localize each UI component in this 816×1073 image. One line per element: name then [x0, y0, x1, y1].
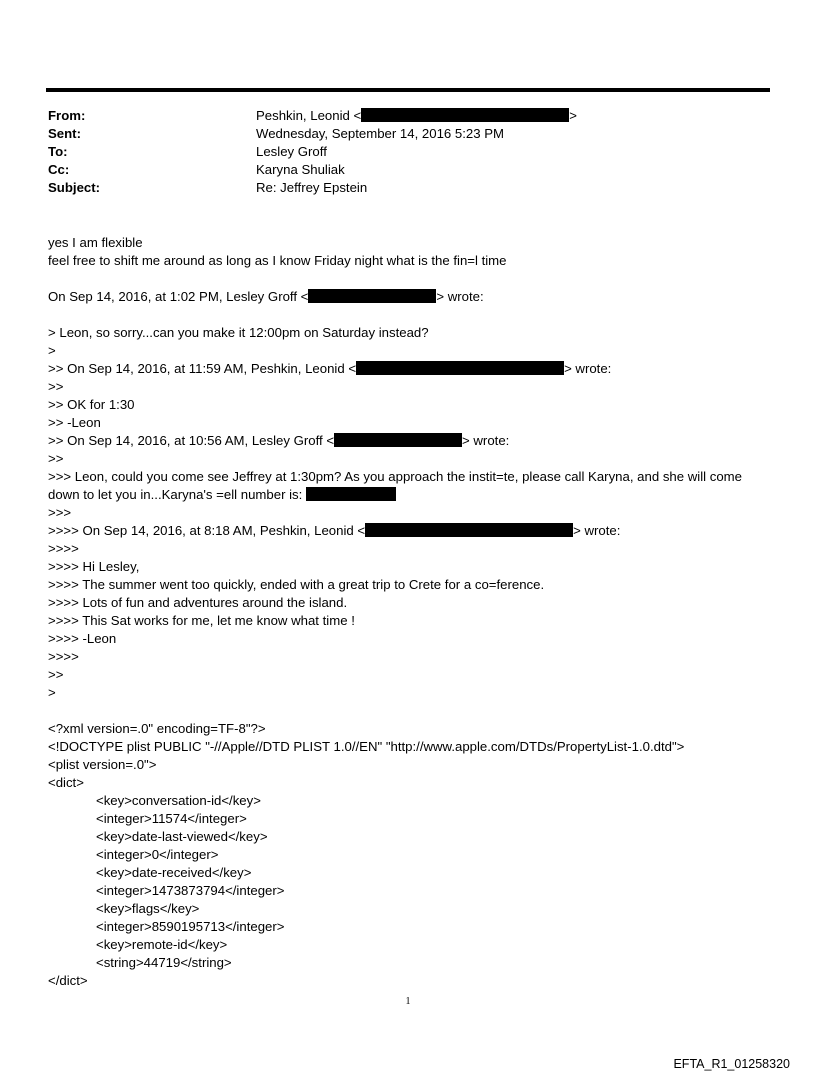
- body-line: > Leon, so sorry...can you make it 12:00pm on Saturday instead?: [48, 325, 429, 340]
- body-line: >>: [48, 451, 64, 466]
- sent-label: Sent:: [48, 126, 81, 141]
- cc-value: Karyna Shuliak: [256, 162, 345, 177]
- header-rule: [46, 88, 770, 92]
- quote-header-tail: > wrote:: [462, 433, 510, 448]
- plist-line: <integer>1473873794</integer>: [96, 883, 285, 898]
- from-label: From:: [48, 108, 86, 123]
- sent-value: Wednesday, September 14, 2016 5:23 PM: [256, 126, 505, 141]
- body-line: >>>>: [48, 649, 79, 664]
- quote-header-line: [48, 432, 768, 450]
- plist-line: <plist version=.0">: [48, 757, 157, 772]
- plist-line: <key>flags</key>: [96, 901, 200, 916]
- body-line: >>: [48, 379, 64, 394]
- redaction-box: [365, 523, 573, 537]
- to-row: [48, 143, 768, 161]
- body-line: feel free to shift me around as long as I know Friday night what is the fin=l time: [48, 253, 507, 268]
- plist-line: <key>date-last-viewed</key>: [96, 829, 268, 844]
- redaction-box: [308, 289, 436, 303]
- from-close: >: [569, 108, 577, 123]
- subject-label: Subject:: [48, 180, 101, 195]
- plist-line: <string>44719</string>: [96, 955, 232, 970]
- quote-header-text: On Sep 14, 2016, at 1:02 PM, Lesley Groff <: [48, 289, 309, 304]
- plist-line: <key>conversation-id</key>: [96, 793, 261, 808]
- cc-row: [48, 161, 768, 179]
- cc-label: Cc:: [48, 162, 70, 177]
- body-line: >>: [48, 667, 64, 682]
- quote-header-text: >> On Sep 14, 2016, at 11:59 AM, Peshkin, Leonid <: [48, 361, 357, 376]
- body-line: >>>> This Sat works for me, let me know what time !: [48, 613, 355, 628]
- body-paragraph: [48, 468, 768, 504]
- plist-line: </dict>: [48, 973, 88, 988]
- quote-header-line: [48, 360, 768, 378]
- body-line: >: [48, 343, 56, 358]
- sent-row: [48, 125, 768, 143]
- quote-header-tail: > wrote:: [436, 289, 484, 304]
- to-value: Lesley Groff: [256, 144, 327, 159]
- email-body: [48, 234, 768, 990]
- body-line: >> OK for 1:30: [48, 397, 135, 412]
- plist-line: <integer>8590195713</integer>: [96, 919, 285, 934]
- plist-line: <key>remote-id</key>: [96, 937, 228, 952]
- plist-line: <key>date-received</key>: [96, 865, 252, 880]
- redaction-box: [361, 108, 569, 122]
- plist-line: <?xml version=.0" encoding=TF-8"?>: [48, 721, 266, 736]
- from-name: Peshkin, Leonid <: [256, 108, 362, 123]
- body-line: >>>> The summer went too quickly, ended with a great trip to Crete for a co=ference.: [48, 577, 545, 592]
- quote-header-text: >> On Sep 14, 2016, at 10:56 AM, Lesley Groff <: [48, 433, 335, 448]
- body-line: >>>> -Leon: [48, 631, 117, 646]
- document-id: EFTA_R1_01258320: [673, 1057, 790, 1071]
- body-line: >>>>: [48, 541, 79, 556]
- redaction-box: [306, 487, 396, 501]
- quote-header-line: [48, 288, 768, 306]
- plist-line: <!DOCTYPE plist PUBLIC "-//Apple//DTD PLIST 1.0//EN" "http://www.apple.com/DTDs/PropertyList-1.0.dtd">: [48, 739, 685, 754]
- body-line: yes I am flexible: [48, 235, 143, 250]
- quote-header-line: [48, 522, 768, 540]
- redaction-box: [334, 433, 462, 447]
- subject-row: [48, 179, 768, 197]
- body-line: >: [48, 685, 56, 700]
- page-number: 1: [405, 996, 411, 1007]
- to-label: To:: [48, 144, 68, 159]
- email-header: [48, 107, 768, 197]
- plist-line: <integer>0</integer>: [96, 847, 219, 862]
- subject-value: Re: Jeffrey Epstein: [256, 180, 368, 195]
- body-line: >>>> Lots of fun and adventures around the island.: [48, 595, 348, 610]
- quote-header-text: >>>> On Sep 14, 2016, at 8:18 AM, Peshkin, Leonid <: [48, 523, 366, 538]
- from-row: [48, 107, 768, 125]
- body-line: >>>> Hi Lesley,: [48, 559, 140, 574]
- from-value: [256, 107, 768, 125]
- quote-header-tail: > wrote:: [564, 361, 612, 376]
- body-paragraph-text: >>> Leon, could you come see Jeffrey at 1:30pm? As you approach the instit=te, please call Karyna, and she will come down to let you in...Karyna's =ell number is:: [48, 469, 742, 502]
- plist-line: <dict>: [48, 775, 84, 790]
- body-line: >>>: [48, 505, 72, 520]
- plist-line: <integer>11574</integer>: [96, 811, 247, 826]
- quote-header-tail: > wrote:: [573, 523, 621, 538]
- body-line: >> -Leon: [48, 415, 101, 430]
- redaction-box: [356, 361, 564, 375]
